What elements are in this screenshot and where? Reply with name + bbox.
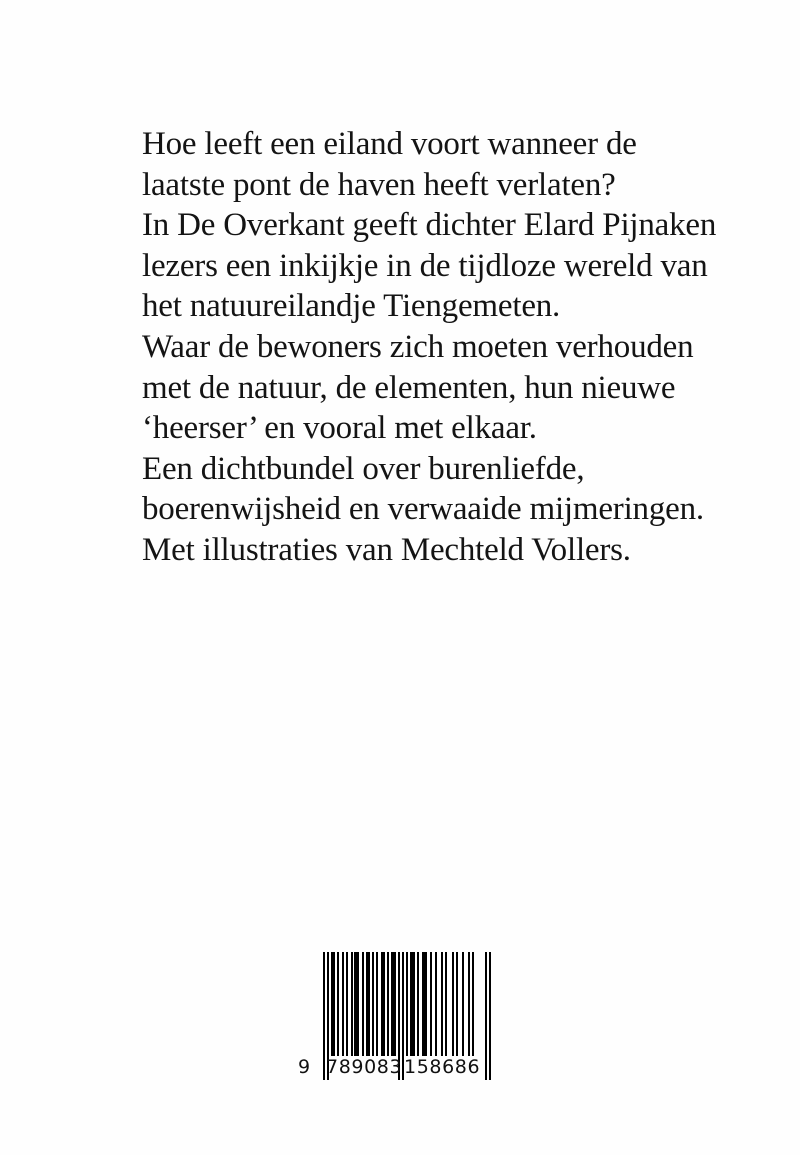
blurb-text — [142, 124, 742, 571]
isbn-number — [296, 1056, 506, 1082]
blurb-line: met de natuur, de elementen, hun nieuwe — [142, 369, 676, 406]
blurb-line: In De Overkant geeft dichter Elard Pijnaken — [142, 207, 717, 244]
blurb-line: ‘heerser’ en vooral met elkaar. — [142, 410, 537, 447]
blurb-line: Een dichtbundel over burenliefde, — [142, 450, 585, 487]
blurb-line: laatste pont de haven heeft verlaten? — [142, 166, 616, 203]
blurb-line: Waar de bewoners zich moeten verhouden — [142, 328, 694, 365]
isbn-first-digit: 9 — [298, 1056, 311, 1078]
isbn-left-group: 789083 — [326, 1056, 403, 1078]
isbn-barcode — [296, 952, 506, 1087]
blurb-line: boerenwijsheid en verwaaide mijmeringen. — [142, 491, 704, 528]
blurb-line: het natuureilandje Tiengemeten. — [142, 288, 561, 325]
blurb-line: lezers een inkijkje in de tijdloze wereld van — [142, 247, 708, 284]
blurb-line: Hoe leeft een eiland voort wanneer de — [142, 126, 637, 162]
blurb-line: Met illustraties van Mechteld Vollers. — [142, 531, 631, 568]
isbn-right-group: 158686 — [404, 1056, 481, 1078]
